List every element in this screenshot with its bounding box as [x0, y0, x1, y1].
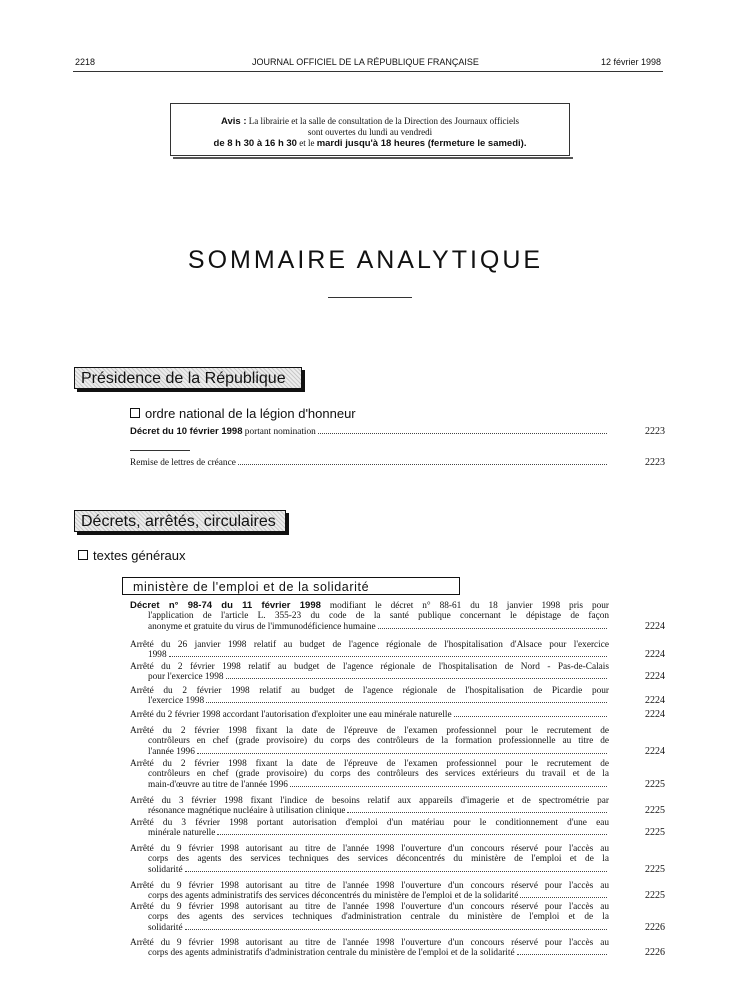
entry-page: 2226	[645, 921, 665, 933]
issue-date: 12 février 1998	[600, 57, 661, 67]
entry-page: 2224	[645, 671, 665, 683]
leader-dots	[318, 433, 607, 434]
journal-title: JOURNAL OFFICIEL DE LA RÉPUBLIQUE FRANÇAISE	[252, 57, 479, 67]
list-item	[130, 902, 665, 933]
entry-page: 2224	[645, 745, 665, 757]
entry-text: corps des agents administratifs d'administration centrale du ministère de l'emploi et de la solidarité	[148, 948, 515, 959]
list-item	[130, 881, 665, 902]
list-item	[130, 844, 665, 875]
entry-line: l'application de l'article L. 355-23 du code de la santé publique concernant le dépistage de façon	[148, 611, 609, 622]
entry-line	[130, 923, 609, 933]
list-item	[130, 427, 665, 437]
entry-text: Arrêté du 2 février 1998 accordant l'autorisation d'exploiter une eau minérale naturelle	[130, 710, 452, 720]
entry-text: l'exercice 1998	[148, 696, 205, 707]
entry-line	[130, 780, 609, 790]
checkbox-bullet-icon	[130, 408, 140, 418]
list-item	[130, 759, 665, 790]
list-item	[130, 726, 665, 757]
leader-dots	[378, 628, 607, 629]
entry-text: minérale naturelle	[148, 828, 216, 839]
entry-line: Arrêté du 9 février 1998 autorisant au titre de l'année 1998 l'ouverture d'un concours réservé pour l'accès au	[130, 938, 609, 948]
list-item	[130, 818, 665, 839]
notice-line-2: sont ouvertes du lundi au vendredi	[307, 127, 433, 137]
entry-line	[130, 622, 609, 632]
entry-line	[130, 747, 609, 757]
entry-line: Arrêté du 2 février 1998 fixant la date de l'épreuve de l'examen professionnel pour le recrutement de	[130, 759, 609, 769]
checkbox-bullet-icon	[78, 550, 88, 560]
entry-text: main-d'œuvre au titre de l'année 1996	[148, 779, 288, 790]
section-heading-decrets: Décrets, arrêtés, circulaires	[74, 510, 286, 532]
leader-dots	[185, 871, 607, 872]
entry-page: 2226	[645, 947, 665, 959]
page-title: SOMMAIRE ANALYTIQUE	[187, 246, 544, 274]
section-heading-presidence: Présidence de la République	[74, 367, 302, 389]
entry-line: Arrêté du 3 février 1998 fixant l'indice de besoins relatif aux appareils d'imagerie et de spectrométrie par	[130, 796, 609, 806]
notice-line-1: La librairie et la salle de consultation de la Direction des Journaux officiels	[248, 116, 520, 126]
notice-box	[170, 103, 570, 156]
entry-text: solidarité	[148, 922, 183, 933]
leader-dots	[517, 954, 607, 955]
subheading-legion-honneur	[130, 406, 356, 421]
entry-text: Remise de lettres de créance	[130, 458, 236, 468]
entry-line	[130, 948, 609, 958]
entry-line: Arrêté du 2 février 1998 relatif au budget de l'agence régionale de l'hospitalisation de Picardie pour	[130, 686, 609, 696]
entry-bold: Décret n° 98-74 du 11 février 1998	[130, 600, 321, 611]
leader-dots	[169, 656, 607, 657]
entry-text: résonance magnétique nucléaire à utilisation clinique	[148, 806, 346, 817]
list-item	[130, 938, 665, 959]
entry-line: Arrêté du 2 février 1998 fixant la date de l'épreuve de l'examen professionnel pour le recrutement de	[130, 726, 609, 736]
leader-dots	[185, 929, 607, 930]
entry-line	[130, 672, 609, 682]
entry-line	[130, 806, 609, 816]
entry-page: 2225	[645, 778, 665, 790]
entry-page: 2224	[645, 695, 665, 707]
entry-line: contrôleurs en chef (grade provisoire) du corps des contrôleurs de la formation professionnelle au titre de	[148, 736, 609, 747]
entry-line: Arrêté du 9 février 1998 autorisant au titre de l'année 1998 l'ouverture d'un concours réservé pour l'accès au	[130, 844, 609, 854]
list-item	[130, 710, 665, 720]
page-number: 2218	[75, 57, 96, 67]
entry-page: 2225	[645, 890, 665, 902]
leader-dots	[454, 716, 607, 717]
entry-page: 2225	[645, 827, 665, 839]
entry-line: Arrêté du 9 février 1998 autorisant au titre de l'année 1998 l'ouverture d'un concours réservé pour l'accès au	[130, 902, 609, 912]
entry-line: Arrêté du 3 février 1998 portant autorisation d'emploi d'un matériau pour le conditionnement d'une eau	[130, 818, 609, 828]
leader-dots	[226, 678, 607, 679]
entry-page: 2223	[645, 426, 665, 437]
entry-text: corps des agents administratifs des services déconcentrés du ministère de l'emploi et de la solidarité	[148, 891, 519, 902]
leader-dots	[217, 834, 607, 835]
subheading-textes-generaux	[78, 548, 186, 563]
entry-line	[130, 710, 609, 720]
list-item	[130, 796, 665, 817]
entry-line: Arrêté du 9 février 1998 autorisant au titre de l'année 1998 l'ouverture d'un concours réservé pour l'accès au	[130, 881, 609, 891]
title-rule	[328, 297, 412, 298]
entry-line: corps des agents des services techniques d'administration centrale du ministère de l'emploi et de la	[148, 912, 609, 923]
list-item	[130, 458, 665, 468]
list-item	[130, 640, 665, 661]
list-item	[130, 601, 665, 632]
entry-line	[130, 696, 609, 706]
leader-dots	[238, 464, 607, 465]
entry-page: 2225	[645, 863, 665, 875]
entry-line	[130, 865, 609, 875]
entry-page: 2224	[645, 620, 665, 632]
notice-label: Avis :	[220, 116, 247, 127]
entry-page: 2223	[645, 457, 665, 468]
notice-tuesday: mardi jusqu'à 18 heures (fermeture le samedi).	[316, 138, 527, 149]
list-item	[130, 662, 665, 683]
subheading-text: ordre national de la légion d'honneur	[145, 406, 356, 421]
entry-line: corps des agents des services techniques des services déconcentrés du ministère de l'emploi et de la	[148, 854, 609, 865]
entry-line	[130, 828, 609, 838]
separator-rule	[130, 450, 190, 451]
entry-text: anonyme et gratuite du virus de l'immunodéficience humaine	[148, 621, 376, 632]
entry-line	[130, 650, 609, 660]
entry-line: Décret n° 98-74 du 11 février 1998 modifiant le décret n° 88-61 du 18 janvier 1998 pris pour	[130, 600, 609, 611]
entry-page: 2224	[645, 649, 665, 661]
list-item	[130, 686, 665, 707]
entry-page: 2224	[645, 709, 665, 720]
subheading-text: textes généraux	[93, 548, 186, 563]
leader-dots	[206, 702, 607, 703]
entry-line: contrôleurs en chef (grade provisoire) du corps des contrôleurs des services extérieurs du travail et de la	[148, 769, 609, 780]
entry-line	[130, 891, 609, 901]
notice-hours: de 8 h 30 à 16 h 30	[213, 138, 297, 149]
entry-line: Arrêté du 2 février 1998 relatif au budget de l'agence régionale de l'hospitalisation de Nord - Pas-de-Calais	[130, 662, 609, 672]
ministry-heading: ministère de l'emploi et de la solidarité	[122, 577, 460, 595]
notice-shadow	[173, 157, 573, 159]
entry-bold: Décret du 10 février 1998	[130, 427, 243, 437]
leader-dots	[197, 753, 607, 754]
leader-dots	[347, 812, 607, 813]
entry-text: l'année 1996	[148, 746, 195, 757]
entry-line: Arrêté du 26 janvier 1998 relatif au budget de l'agence régionale de l'hospitalisation d'Alsace pour l'exercice	[130, 640, 609, 650]
entry-text: portant nomination	[242, 427, 316, 437]
entry-text: pour l'exercice 1998	[148, 672, 224, 683]
leader-dots	[290, 786, 607, 787]
leader-dots	[520, 897, 607, 898]
entry-page: 2225	[645, 805, 665, 817]
entry-text: 1998	[148, 650, 167, 661]
entry-text: solidarité	[148, 864, 183, 875]
notice-mid: et le	[296, 138, 317, 148]
header-rule	[73, 71, 663, 72]
